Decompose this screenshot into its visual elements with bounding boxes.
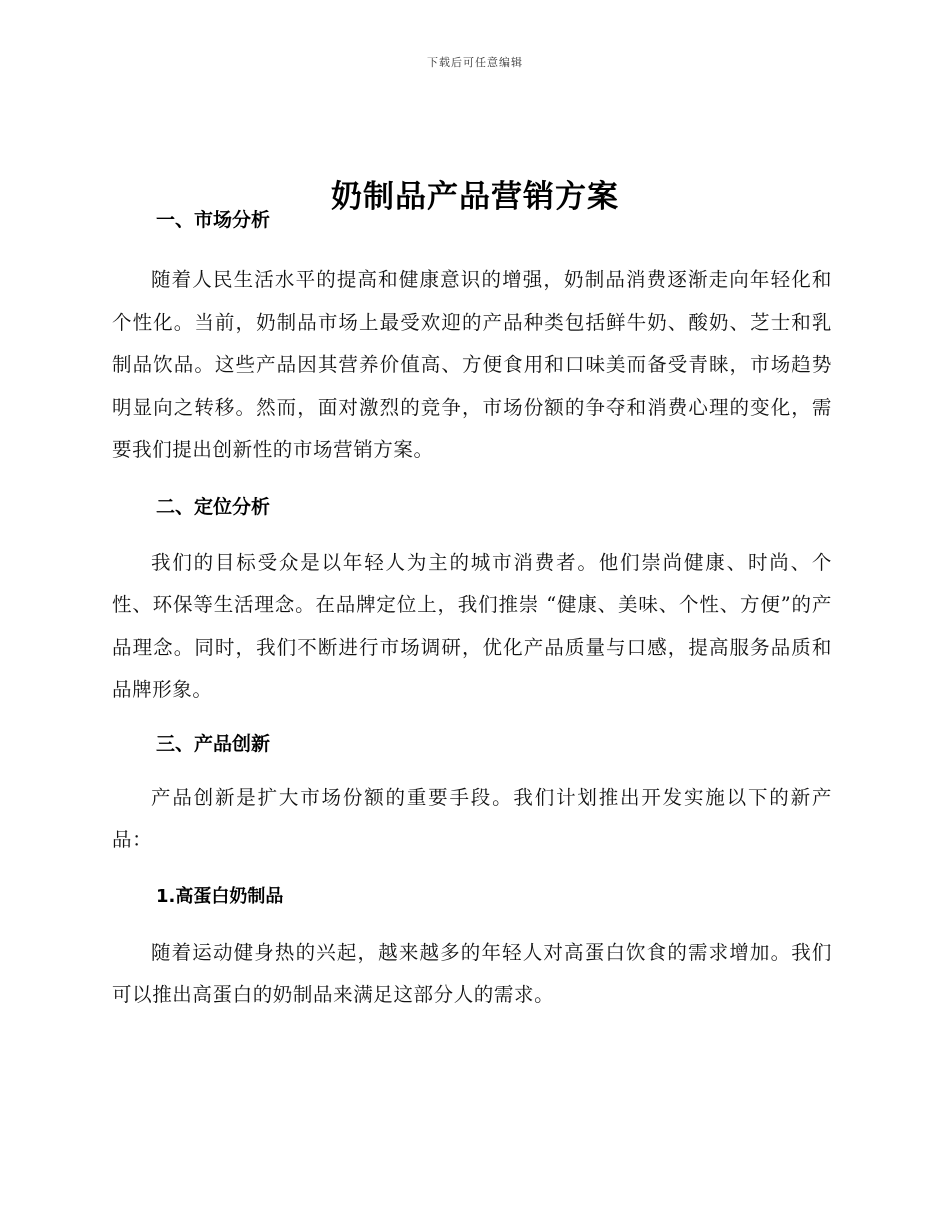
section-paragraph-product-innovation: 产品创新是扩大市场份额的重要手段。我们计划推出开发实施以下的新产品：	[112, 785, 832, 851]
header-note: 下载后可任意编辑	[427, 56, 523, 69]
section-heading-positioning: 二、定位分析	[156, 495, 271, 518]
section-heading-product-innovation: 三、产品创新	[156, 732, 271, 755]
section-heading-market-analysis: 一、市场分析	[156, 209, 271, 231]
section-paragraph-market-analysis: 随着人民生活水平的提高和健康意识的增强，奶制品消费逐渐走向年轻化和个性化。当前，奶制品市场上最受欢迎的产品种类包括鲜牛奶、酸奶、芝士和乳制品饮品。这些产品因其营养价值高、方便食用和口味美而备受青睐，市场趋势明显向之转移。然而，面对激烈的竞争，市场份额的争夺和消费心理的变化，需要我们提出创新性的市场营销方案。	[112, 268, 832, 461]
subsection-heading-high-protein: 1.高蛋白奶制品	[156, 885, 284, 907]
document-body	[112, 203, 832, 1017]
document-title: 奶制品产品营销方案	[331, 178, 619, 215]
section-paragraph-positioning: 我们的目标受众是以年轻人为主的城市消费者。他们崇尚健康、时尚、个性、环保等生活理念。在品牌定位上，我们推崇 “健康、美味、个性、方便”的产品理念。同时，我们不断进行市场调研，优化产品质量与口感，提高服务品质和品牌形象。	[112, 550, 832, 701]
subsection-paragraph-high-protein: 随着运动健身热的兴起，越来越多的年轻人对高蛋白饮食的需求增加。我们可以推出高蛋白的奶制品来满足这部分人的需求。	[112, 940, 832, 1006]
